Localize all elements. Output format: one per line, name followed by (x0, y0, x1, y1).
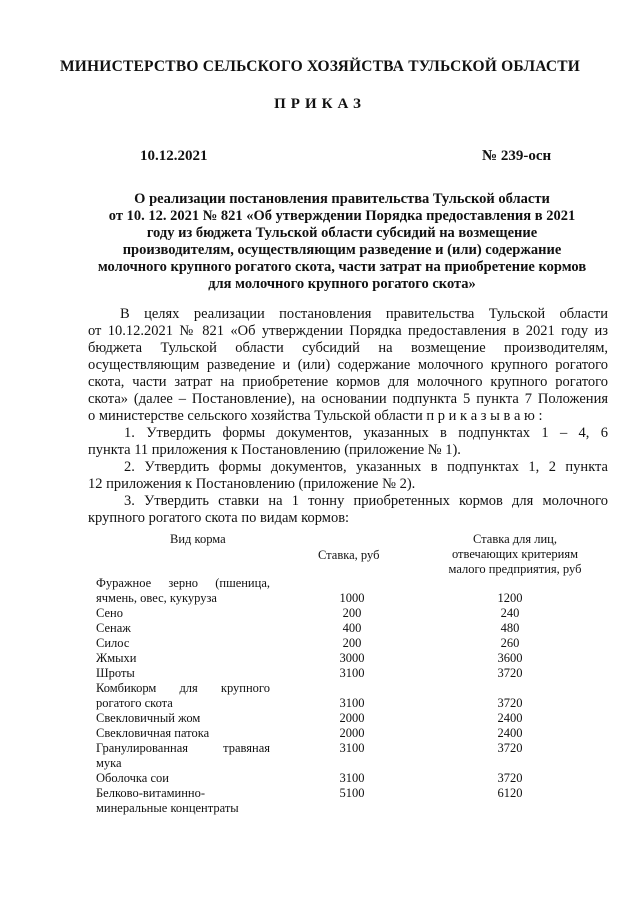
table-cell-rate-small: 1200 (497, 591, 523, 605)
table-cell-rate: 3100 (339, 741, 365, 755)
row-name-line: Гранулированная травяная (96, 741, 270, 755)
subject-line: от 10. 12. 2021 № 821 «Об утверждении Порядка предоставления в 2021 (108, 208, 576, 224)
feed-rates-table (0, 528, 640, 828)
intro-line: от 10.12.2021 № 821 «Об утверждении Порядка предоставления в 2021 году из (88, 323, 608, 339)
item-2-line: 12 приложения к Постановлению (приложение № 2). (88, 476, 416, 492)
table-row-name: Жмыхи (96, 651, 137, 665)
table-cell-rate-small: 6120 (497, 786, 523, 800)
item-1-line: пункта 11 приложения к Постановлению (приложение № 1). (88, 442, 461, 458)
table-cell-rate: 3100 (339, 696, 365, 710)
order-date: 10.12.2021 (140, 148, 208, 164)
table-cell-rate: 200 (342, 606, 362, 620)
row-name-line: Фуражное зерно (пшеница, (96, 576, 270, 590)
table-row-name: Оболочка сои (96, 771, 169, 785)
row-name-line: ячмень, овес, кукуруза (96, 591, 217, 605)
subject-line: О реализации постановления правительства Тульской области (134, 191, 550, 207)
item-3-line: 3. Утвердить ставки на 1 тонну приобретенных кормов для молочного (124, 493, 608, 509)
intro-line: В целях реализации постановления правительства Тульской области (120, 306, 608, 322)
row-name-line: мука (96, 756, 122, 770)
table-cell-rate: 3100 (339, 771, 365, 785)
table-cell-rate-small: 3720 (497, 696, 523, 710)
table-row-name: Сено (96, 606, 123, 620)
table-row-name (96, 681, 270, 711)
row-name-line: минеральные концентраты (96, 801, 239, 815)
table-row-name: Сенаж (96, 621, 131, 635)
subject-line: для молочного крупного рогатого скота» (208, 276, 476, 292)
table-cell-rate: 2000 (339, 726, 365, 740)
order-subject (82, 191, 602, 293)
item-3-line: крупного рогатого скота по видам кормов: (88, 510, 350, 526)
subject-line: молочного крупного рогатого скота, части затрат на приобретение кормов (97, 259, 587, 275)
intro-line: скота» (далее – Постановление), на основании подпункта 5 пункта 7 Положения (88, 391, 608, 407)
table-row-name: Свекловичный жом (96, 711, 201, 725)
column-header-feed-type: Вид корма (170, 532, 226, 546)
header-line: Ставка для лиц, (472, 532, 557, 546)
table-cell-rate-small: 3600 (497, 651, 523, 665)
table-row-name: Свекловичная патока (96, 726, 210, 740)
subject-line: году из бюджета Тульской области субсидий на возмещение (146, 225, 538, 241)
table-row-name (96, 576, 270, 606)
table-cell-rate-small: 3720 (497, 771, 523, 785)
column-header-rate: Ставка, руб (318, 548, 380, 562)
table-cell-rate: 1000 (339, 591, 365, 605)
table-cell-rate: 400 (342, 621, 362, 635)
table-cell-rate: 2000 (339, 711, 365, 725)
ministry-header: МИНИСТЕРСТВО СЕЛЬСКОГО ХОЗЯЙСТВА ТУЛЬСКОЙ ОБЛАСТИ (59, 58, 581, 75)
table-cell-rate-small: 260 (500, 636, 520, 650)
order-body (88, 306, 608, 527)
item-1-line: 1. Утвердить формы документов, указанных в подпунктах 1 – 4, 6 (124, 425, 608, 441)
intro-line: бюджета Тульской области субсидий на возмещение производителям, (88, 340, 608, 356)
table-cell-rate-small: 2400 (497, 726, 523, 740)
intro-line: осуществляющим разведение и (или) содержание молочного крупного рогатого (88, 357, 608, 373)
table-row-name: Шроты (96, 666, 135, 680)
order-number: № 239-осн (482, 148, 552, 164)
header-line: отвечающих критериям (451, 547, 579, 561)
row-name-line: Белково-витаминно- (96, 786, 206, 800)
table-row-name (96, 786, 270, 816)
intro-line: о министерстве сельского хозяйства Тульской области п р и к а з ы в а ю : (88, 408, 543, 424)
table-cell-rate-small: 2400 (497, 711, 523, 725)
order-title: ПРИКАЗ (274, 96, 366, 112)
table-cell-rate: 3000 (339, 651, 365, 665)
table-cell-rate: 3100 (339, 666, 365, 680)
item-2-line: 2. Утвердить формы документов, указанных в подпунктах 1, 2 пункта (124, 459, 608, 475)
subject-line: производителям, осуществляющим разведение и (или) содержание (122, 242, 562, 258)
intro-line: скота, части затрат на приобретение кормов для молочного крупного рогатого (88, 374, 608, 390)
table-cell-rate-small: 3720 (497, 741, 523, 755)
table-cell-rate-small: 3720 (497, 666, 523, 680)
header-line: малого предприятия, руб (448, 562, 582, 576)
row-name-line: рогатого скота (96, 696, 173, 710)
table-cell-rate: 5100 (339, 786, 365, 800)
table-cell-rate: 200 (342, 636, 362, 650)
column-header-rate-small-business (440, 532, 590, 577)
table-cell-rate-small: 240 (500, 606, 520, 620)
row-name-line: Комбикорм для крупного (96, 681, 270, 695)
table-row-name (96, 741, 270, 771)
table-cell-rate-small: 480 (500, 621, 520, 635)
table-row-name: Силос (96, 636, 130, 650)
